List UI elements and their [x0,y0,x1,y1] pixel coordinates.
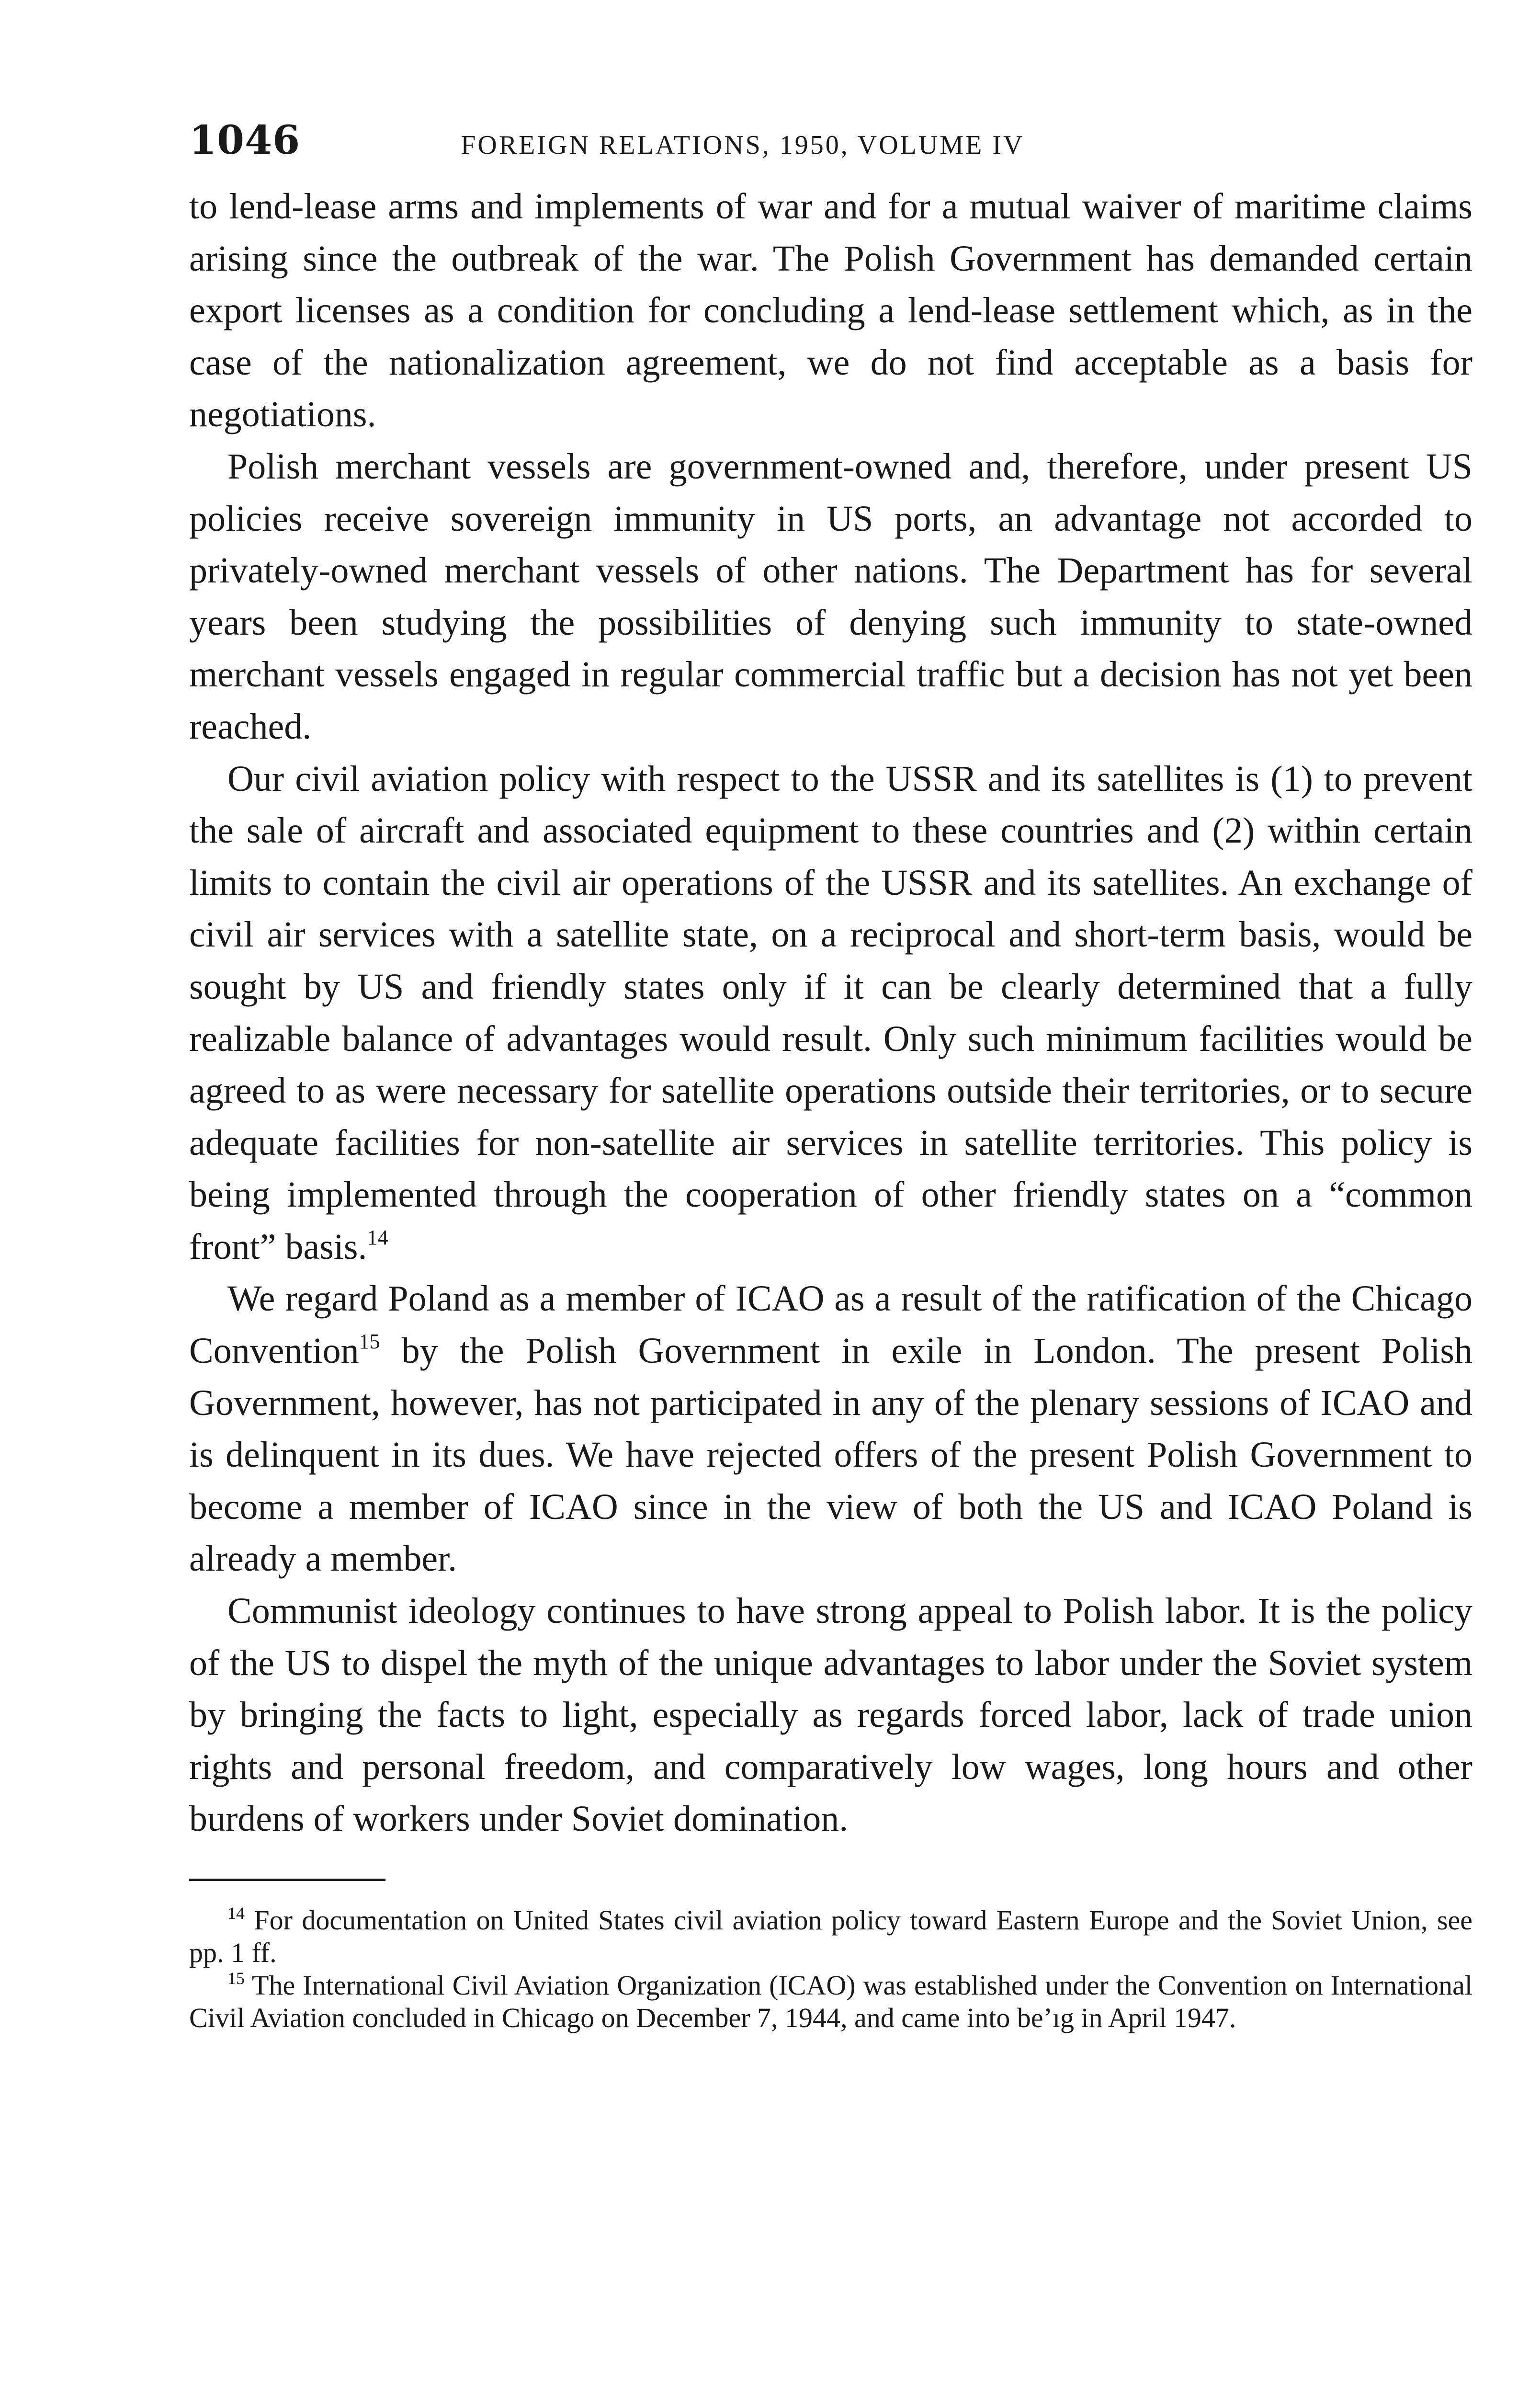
paragraph-civil-aviation [189,753,1472,1273]
footnote-divider [189,1879,385,1881]
body-text [189,181,1472,1845]
paragraph-merchant-vessels: Polish merchant vessels are government-owned and, therefore, under present US policies receive sovereign immunity in US ports, an advantage not accorded to privately-owned merchant vessels of other nations. The Department has for several years been studying the possibilities of denying such immunity to state-owned merchant vessels engaged in regular commercial traffic but a decision has not yet been reached. [189,446,1472,747]
footnote-15-text: The International Civil Aviation Organization (ICAO) was established under the Convention on International Civil Aviation concluded in Chicago on December 7, 1944, and came into be’ıg in April 1947. [189,1970,1472,2033]
footnotes [189,1904,1472,2034]
running-head: FOREIGN RELATIONS, 1950, VOLUME IV [461,130,1025,160]
paragraph-icao-text-b: by the Polish Government in exile in London. The present Polish Government, however, has not participated in any of the plenary sessions of ICAO and is delinquent in its dues. We have rejected offers of the present Polish Government to become a member of ICAO since in the view of both the US and ICAO Poland is already a member. [189,1331,1472,1579]
paragraph-communist-ideology: Communist ideology continues to have strong appeal to Polish labor. It is the policy of the US to dispel the myth of the unique advantages to labor under the Soviet system by bringing the facts to light, especially as regards forced labor, lack of trade union rights and personal freedom, and comparatively low wages, long hours and other burdens of workers under Soviet domination. [189,1591,1472,1839]
page-number: 1046 [189,117,301,163]
paragraph-icao-text-a: We regard Poland as a member of ICAO as a result of the ratification of the Chicago Convention [189,1278,1472,1371]
footnote-marker-15: 15 [227,1969,245,1988]
footnote-14 [189,1904,1472,1969]
paragraph-icao [189,1273,1472,1585]
footnote-marker-14: 14 [227,1904,245,1923]
footnote-ref-14: 14 [367,1225,388,1249]
paragraph-civil-aviation-text: Our civil aviation policy with respect to the USSR and its satellites is (1) to prevent the sale of aircraft and associated equipment to these countries and (2) within certain limits to contain the civil air operations of the USSR and its satellites. An exchange of civil air services with a satellite state, on a reciprocal and short-term basis, would be sought by US and friendly states only if it can be clearly determined that a fully realizable balance of advantages would result. Only such minimum facilities would be agreed to as were necessary for satellite operations outside their territories, or to secure adequate facilities for non-satellite air services in satellite territories. This policy is being implemented through the cooperation of other friendly states on a “common front” basis. [189,758,1472,1267]
footnote-15 [189,1969,1472,2034]
footnote-ref-15: 15 [359,1330,380,1354]
document-page [189,117,1472,2034]
footnote-14-text: For documentation on United States civil aviation policy toward Eastern Europe and the Soviet Union, see pp. 1 ff. [189,1905,1473,1968]
page-header [189,117,1472,170]
paragraph-continued: to lend-lease arms and implements of war and for a mutual waiver of maritime claims arising since the outbreak of the war. The Polish Government has demanded certain export licenses as a condition for concluding a lend-lease settlement which, as in the case of the nationalization agreement, we do not find acceptable as a basis for negotiations. [189,186,1472,435]
